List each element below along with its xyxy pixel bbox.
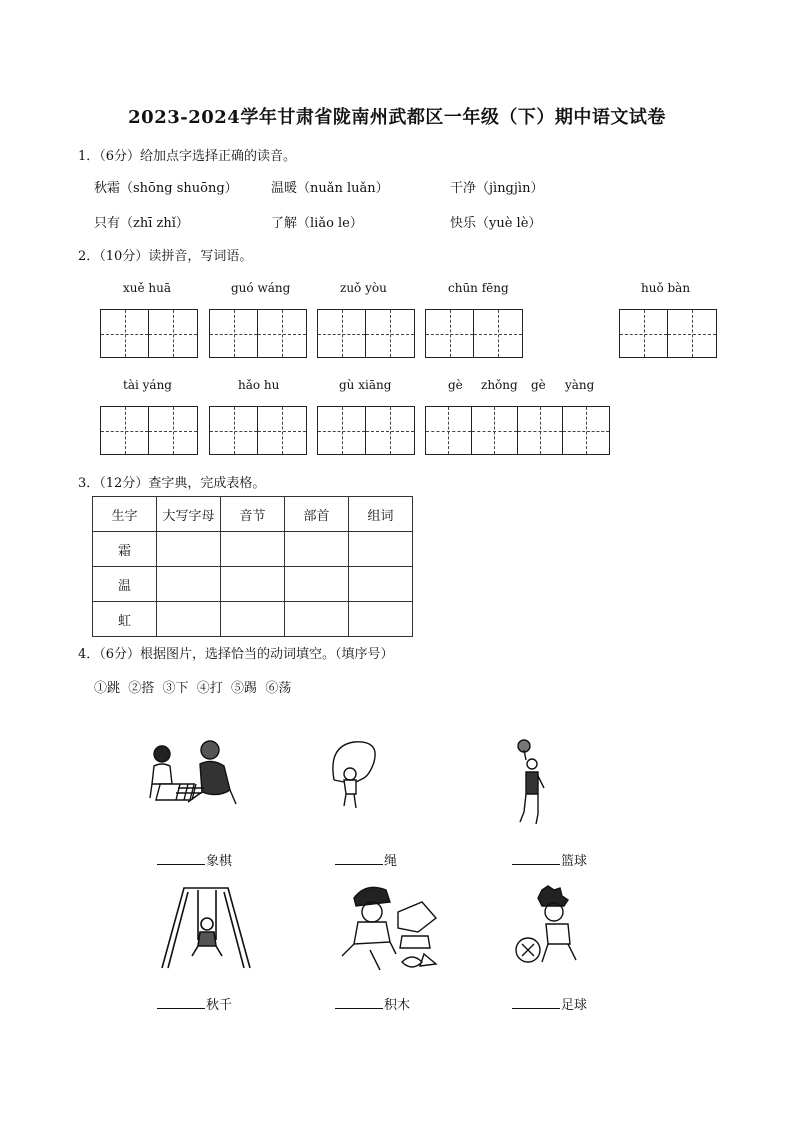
q1-option: 了解（liǎo le）	[271, 216, 363, 231]
answer-blank[interactable]	[157, 850, 232, 869]
answer-blank[interactable]	[157, 994, 232, 1013]
jumping-rope-image	[324, 740, 384, 812]
answer-cell[interactable]	[157, 567, 221, 602]
table-header-cell: 大写字母	[157, 497, 221, 532]
blank-label: 象棋	[206, 854, 233, 869]
blank-label: 绳	[384, 854, 398, 869]
pinyin-label: gè	[531, 378, 546, 392]
answer-cell[interactable]	[157, 602, 221, 637]
answer-cell[interactable]	[157, 532, 221, 567]
writing-grid[interactable]	[317, 309, 415, 358]
answer-blank[interactable]	[512, 994, 587, 1013]
swinging-image	[158, 884, 254, 970]
answer-cell[interactable]	[285, 602, 349, 637]
answer-blank[interactable]	[335, 994, 410, 1013]
pinyin-label: yàng	[565, 378, 595, 392]
writing-grid[interactable]	[317, 406, 415, 455]
playing-basketball-image	[510, 738, 554, 834]
question-2-stem: 2．（10分）读拼音，写词语。	[78, 249, 253, 264]
table-char-cell: 霜	[93, 532, 157, 567]
q1-option: 温暖（nuǎn luǎn）	[271, 181, 389, 196]
table-row	[93, 567, 413, 602]
answer-blank[interactable]	[512, 850, 587, 869]
table-row	[93, 602, 413, 637]
answer-cell[interactable]	[349, 567, 413, 602]
pinyin-label: zhǒng	[481, 378, 518, 392]
writing-grid[interactable]	[100, 309, 198, 358]
answer-cell[interactable]	[285, 567, 349, 602]
page-title: 2023-2024学年甘肃省陇南州武都区一年级（下）期中语文试卷	[128, 107, 666, 128]
q1-option: 秋霜（shōng shuōng）	[94, 181, 238, 196]
writing-grid[interactable]	[425, 406, 610, 455]
pinyin-label: gè	[448, 378, 463, 392]
writing-grid[interactable]	[209, 309, 307, 358]
q1-option: 快乐（yuè lè）	[450, 216, 542, 231]
pinyin-label: chūn fēng	[448, 281, 509, 295]
pinyin-label: gù xiāng	[339, 378, 392, 392]
question-4-stem: 4．（6分）根据图片，选择恰当的动词填空。（填序号）	[78, 647, 394, 662]
table-header-cell: 音节	[221, 497, 285, 532]
answer-cell[interactable]	[349, 532, 413, 567]
answer-cell[interactable]	[285, 532, 349, 567]
pinyin-label: zuǒ yòu	[340, 281, 387, 295]
answer-blank[interactable]	[335, 850, 397, 869]
answer-cell[interactable]	[221, 567, 285, 602]
table-row	[93, 532, 413, 567]
pinyin-label: huǒ bàn	[641, 281, 691, 295]
answer-cell[interactable]	[349, 602, 413, 637]
writing-grid[interactable]	[619, 309, 717, 358]
blank-label: 篮球	[561, 854, 588, 869]
pinyin-label: hǎo hu	[238, 378, 280, 392]
q1-option: 干净（jìngjìn）	[450, 181, 544, 196]
building-blocks-image	[336, 882, 444, 974]
table-char-cell: 温	[93, 567, 157, 602]
answer-cell[interactable]	[221, 532, 285, 567]
dictionary-table	[92, 496, 413, 637]
table-header-cell: 生字	[93, 497, 157, 532]
q4-verb-options: ①跳 ②搭 ③下 ④打 ⑤踢 ⑥荡	[94, 681, 292, 696]
table-char-cell: 虹	[93, 602, 157, 637]
pinyin-label: guó wáng	[231, 281, 291, 295]
table-header-cell: 部首	[285, 497, 349, 532]
blank-label: 秋千	[206, 998, 233, 1013]
writing-grid[interactable]	[425, 309, 523, 358]
question-1-stem: 1．（6分）给加点字选择正确的读音。	[78, 149, 297, 164]
q1-option: 只有（zhī zhǐ）	[94, 216, 189, 231]
blank-label: 足球	[561, 998, 588, 1013]
answer-cell[interactable]	[221, 602, 285, 637]
table-header-cell: 组词	[349, 497, 413, 532]
writing-grid[interactable]	[100, 406, 198, 455]
pinyin-label: tài yáng	[123, 378, 172, 392]
table-header-row	[93, 497, 413, 532]
question-3-stem: 3．（12分）查字典，完成表格。	[78, 476, 266, 491]
pinyin-label: xuě huā	[123, 281, 172, 295]
blank-label: 积木	[384, 998, 411, 1013]
writing-grid[interactable]	[209, 406, 307, 455]
playing-football-image	[512, 884, 584, 972]
playing-chess-image	[148, 740, 240, 810]
